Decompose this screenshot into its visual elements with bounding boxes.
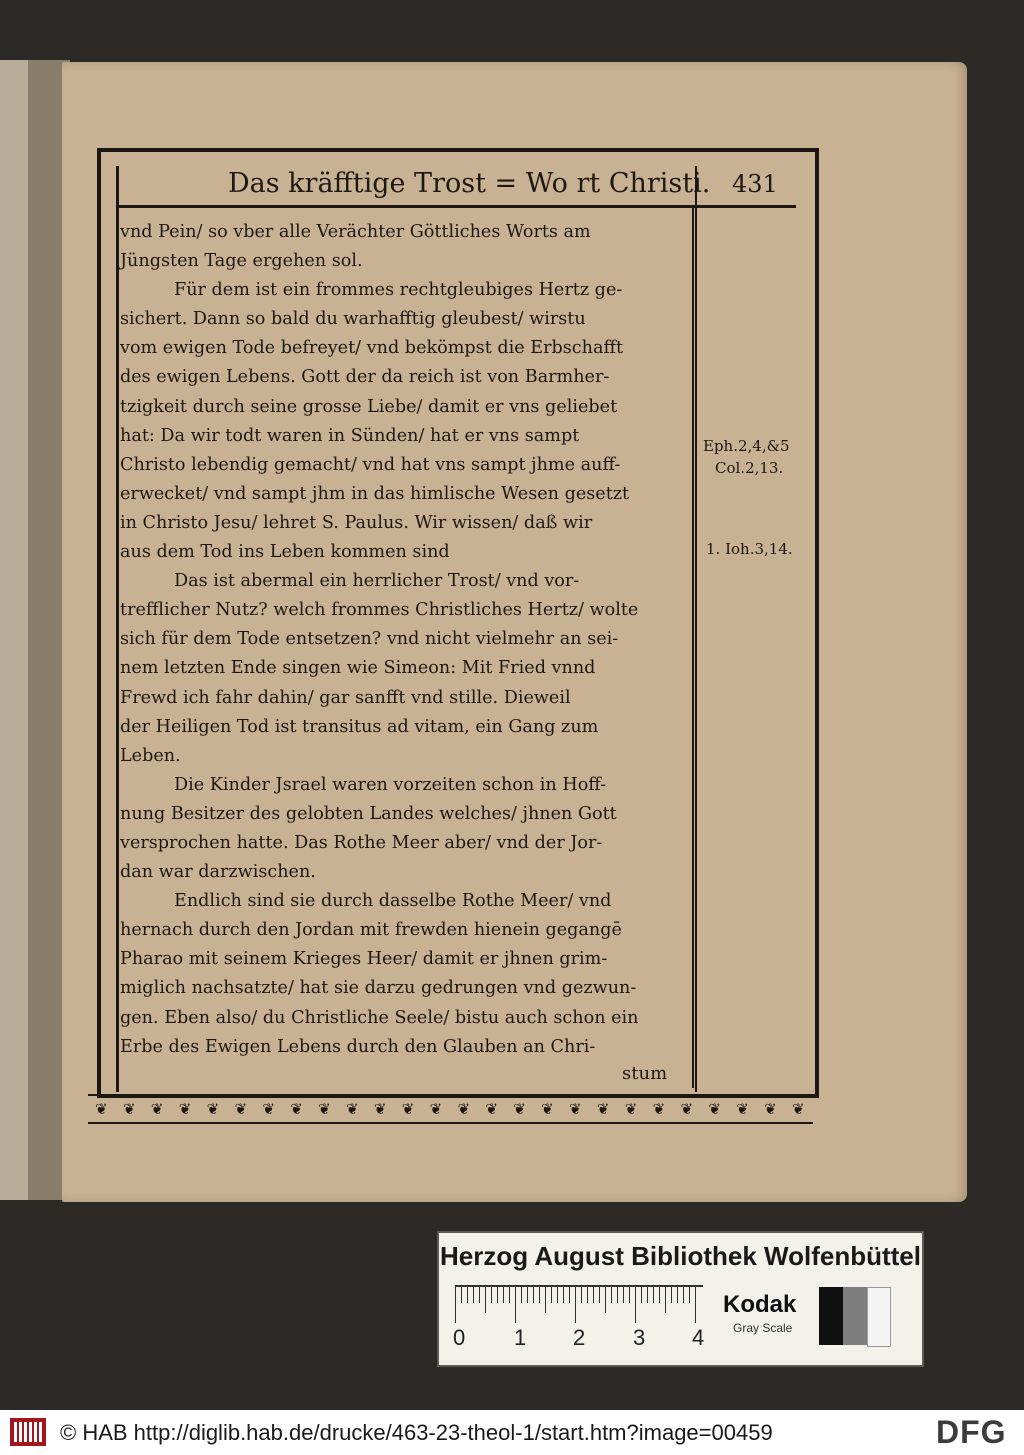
ruler-tick xyxy=(581,1287,582,1303)
footer-bar xyxy=(0,1410,1024,1455)
ornament-icon: ❦ xyxy=(736,1100,750,1118)
hab-logo-icon xyxy=(10,1418,46,1446)
text-line: erwecket/ vnd sampt jhm in das himlische Wesen gesetzt xyxy=(120,483,630,504)
text-line: tzigkeit durch seine grosse Liebe/ damit er vns geliebet xyxy=(120,396,618,417)
ruler-tick xyxy=(653,1287,654,1303)
text-line: Jüngsten Tage ergehen sol. xyxy=(120,251,363,272)
catchword: stum xyxy=(622,1063,668,1084)
ornament-icon: ❦ xyxy=(764,1100,778,1118)
running-head: Das kräfftige Trost = Wo rt Christi. xyxy=(228,168,711,199)
ruler-tick xyxy=(593,1287,594,1303)
kodak-brand: Kodak xyxy=(723,1291,797,1318)
text-line: vnd Pein/ so vber alle Verächter Göttliches Worts am xyxy=(120,222,591,242)
copyright-link[interactable]: © HAB http://diglib.hab.de/drucke/463-23-theol-1/start.htm?image=00459 xyxy=(60,1420,773,1445)
dfg-logo: DFG xyxy=(936,1414,1007,1450)
text-line: versprochen hatte. Das Rothe Meer aber/ vnd der Jor- xyxy=(120,832,603,853)
marginal-reference-eph: Eph.2,4,&5 xyxy=(703,437,790,455)
text-line: Die Kinder Jsrael waren vorzeiten schon in Hoff- xyxy=(174,774,607,795)
ruler-tick xyxy=(671,1287,672,1303)
ruler-tick xyxy=(575,1287,576,1323)
ruler-tick xyxy=(605,1287,606,1313)
text-line: gen. Eben also/ du Christliche Seele/ bistu auch schon ein xyxy=(120,1007,639,1028)
text-line: hernach durch den Jordan mit frewden hienein gegangē xyxy=(120,920,622,941)
ruler-tick xyxy=(491,1287,492,1303)
text-line: Endlich sind sie durch dasselbe Rothe Meer/ vnd xyxy=(174,891,612,912)
text-line: des ewigen Lebens. Gott der da reich ist von Barmher- xyxy=(120,367,610,388)
ornament-icon: ❦ xyxy=(150,1100,165,1118)
ruler-tick xyxy=(623,1287,624,1303)
ruler-tick xyxy=(617,1287,618,1303)
ruler-tick xyxy=(467,1287,468,1303)
text-line: Für dem ist ein frommes rechtgleubiges Hertz ge- xyxy=(174,280,623,301)
ruler-tick xyxy=(587,1287,588,1303)
gray-swatch-mid xyxy=(843,1287,867,1345)
text-line: Frewd ich fahr dahin/ gar sanfft vnd stille. Dieweil xyxy=(120,687,571,708)
text-line: dan war darzwischen. xyxy=(120,862,316,883)
ruler-tick xyxy=(479,1287,480,1303)
ruler-number: 3 xyxy=(633,1325,646,1350)
ruler-tick xyxy=(665,1287,666,1313)
text-line: Leben. xyxy=(120,745,181,766)
ruler-tick xyxy=(545,1287,546,1313)
ruler-number: 1 xyxy=(514,1325,527,1350)
ruler-tick xyxy=(455,1287,456,1323)
ornament-icon: ❦ xyxy=(652,1100,667,1118)
ruler-tick xyxy=(599,1287,600,1303)
page-number: 431 xyxy=(732,170,778,198)
ruler-tick xyxy=(461,1287,462,1303)
text-line: der Heiligen Tod ist transitus ad vitam, ein Gang zum xyxy=(120,716,599,737)
text-line: Pharao mit seinem Krieges Heer/ damit er jhnen grim- xyxy=(120,949,608,970)
archive-label xyxy=(437,1231,924,1367)
ornament-icon: ❦ xyxy=(457,1100,472,1118)
ruler-tick xyxy=(635,1287,636,1323)
ruler-tick xyxy=(629,1287,630,1303)
gray-scale-label: Gray Scale xyxy=(733,1321,793,1335)
ornament-icon: ❦ xyxy=(234,1100,249,1118)
ruler-tick xyxy=(503,1287,504,1303)
text-line: nung Besitzer des gelobten Landes welches/ jhnen Gott xyxy=(120,803,617,824)
ruler-number: 2 xyxy=(573,1325,586,1350)
body-text xyxy=(120,218,690,1062)
ruler-tick xyxy=(521,1287,522,1303)
ornament-icon: ❦ xyxy=(262,1100,276,1118)
text-line: hat: Da wir todt waren in Sünden/ hat er vns sampt xyxy=(120,425,580,446)
marginal-reference-col: Col.2,13. xyxy=(715,459,784,477)
text-line: nem letzten Ende singen wie Simeon: Mit Fried vnnd xyxy=(120,658,596,679)
text-line: aus dem Tod ins Leben kommen sind xyxy=(120,542,450,563)
text-line: Christo lebendig gemacht/ vnd hat vns sampt jhme auff- xyxy=(120,454,621,475)
text-line: Erbe des Ewigen Lebens durch den Glauben an Chri- xyxy=(120,1036,596,1057)
ruler-tick xyxy=(539,1287,540,1303)
ornament-icon: ❦ xyxy=(318,1100,332,1118)
ruler-number: 0 xyxy=(453,1325,466,1350)
ornament-icon: ❦ xyxy=(178,1100,193,1118)
ruler-tick xyxy=(683,1287,684,1303)
ruler-tick xyxy=(689,1287,690,1303)
ornament-icon: ❦ xyxy=(290,1100,304,1118)
ruler-tick xyxy=(611,1287,612,1303)
ornament-band xyxy=(88,1094,813,1124)
ornament-icon: ❦ xyxy=(429,1100,444,1118)
facing-page-strip xyxy=(0,60,28,1200)
ornament-icon: ❦ xyxy=(346,1100,360,1118)
measuring-ruler xyxy=(455,1285,703,1327)
ornament-icon: ❦ xyxy=(596,1100,611,1118)
ornament-icon: ❦ xyxy=(373,1100,388,1118)
ornament-icon: ❦ xyxy=(569,1100,583,1118)
ornament-icon: ❦ xyxy=(541,1100,555,1118)
ruler-tick xyxy=(509,1287,510,1303)
ruler-tick xyxy=(527,1287,528,1303)
ruler-tick xyxy=(563,1287,564,1303)
text-line: miglich nachsatzte/ hat sie darzu gedrungen vnd gezwun- xyxy=(120,978,637,999)
text-line: sichert. Dann so bald du warhafftig gleubest/ wirstu xyxy=(120,309,586,330)
ruler-tick xyxy=(641,1287,642,1303)
marginal-reference-ioh: 1. Ioh.3,14. xyxy=(706,540,793,558)
text-line: in Christo Jesu/ lehret S. Paulus. Wir wissen/ daß wir xyxy=(120,512,593,533)
library-name: Herzog August Bibliothek Wolfenbüttel xyxy=(440,1241,921,1271)
gray-swatch-white xyxy=(867,1287,891,1347)
ornament-icon: ❦ xyxy=(485,1100,499,1118)
ruler-tick xyxy=(677,1287,678,1303)
ruler-number: 4 xyxy=(692,1325,705,1350)
ornament-icon: ❦ xyxy=(708,1100,722,1118)
ornament-icon: ❦ xyxy=(513,1100,527,1118)
ruler-tick xyxy=(485,1287,486,1313)
ruler-tick xyxy=(659,1287,660,1303)
ruler-tick xyxy=(533,1287,534,1303)
ruler-tick xyxy=(695,1287,696,1323)
ruler-tick xyxy=(473,1287,474,1303)
text-line: vom ewigen Tode befreyet/ vnd bekömpst die Erbschafft xyxy=(120,338,624,359)
gray-swatch-black xyxy=(819,1287,843,1345)
ornament-icon: ❦ xyxy=(95,1100,109,1118)
ruler-tick xyxy=(647,1287,648,1303)
text-line: trefflicher Nutz? welch frommes Christliches Hertz/ wolte xyxy=(120,600,639,621)
ornament-icon: ❦ xyxy=(624,1100,639,1118)
ruler-tick xyxy=(497,1287,498,1303)
ornament-icon: ❦ xyxy=(401,1100,416,1118)
ornament-icon: ❦ xyxy=(680,1100,695,1118)
ruler-tick xyxy=(515,1287,516,1323)
ornament-icon: ❦ xyxy=(123,1100,137,1118)
ruler-tick xyxy=(557,1287,558,1303)
ornament-icon: ❦ xyxy=(792,1100,806,1118)
ruler-tick xyxy=(551,1287,552,1303)
margin-rule xyxy=(692,208,694,1088)
ruler-tick xyxy=(569,1287,570,1303)
header-rule xyxy=(116,205,796,208)
text-line: Das ist abermal ein herrlicher Trost/ vnd vor- xyxy=(174,571,580,592)
ornament-icon: ❦ xyxy=(206,1100,221,1118)
text-line: sich für dem Tode entsetzen? vnd nicht vielmehr an sei- xyxy=(120,629,619,650)
